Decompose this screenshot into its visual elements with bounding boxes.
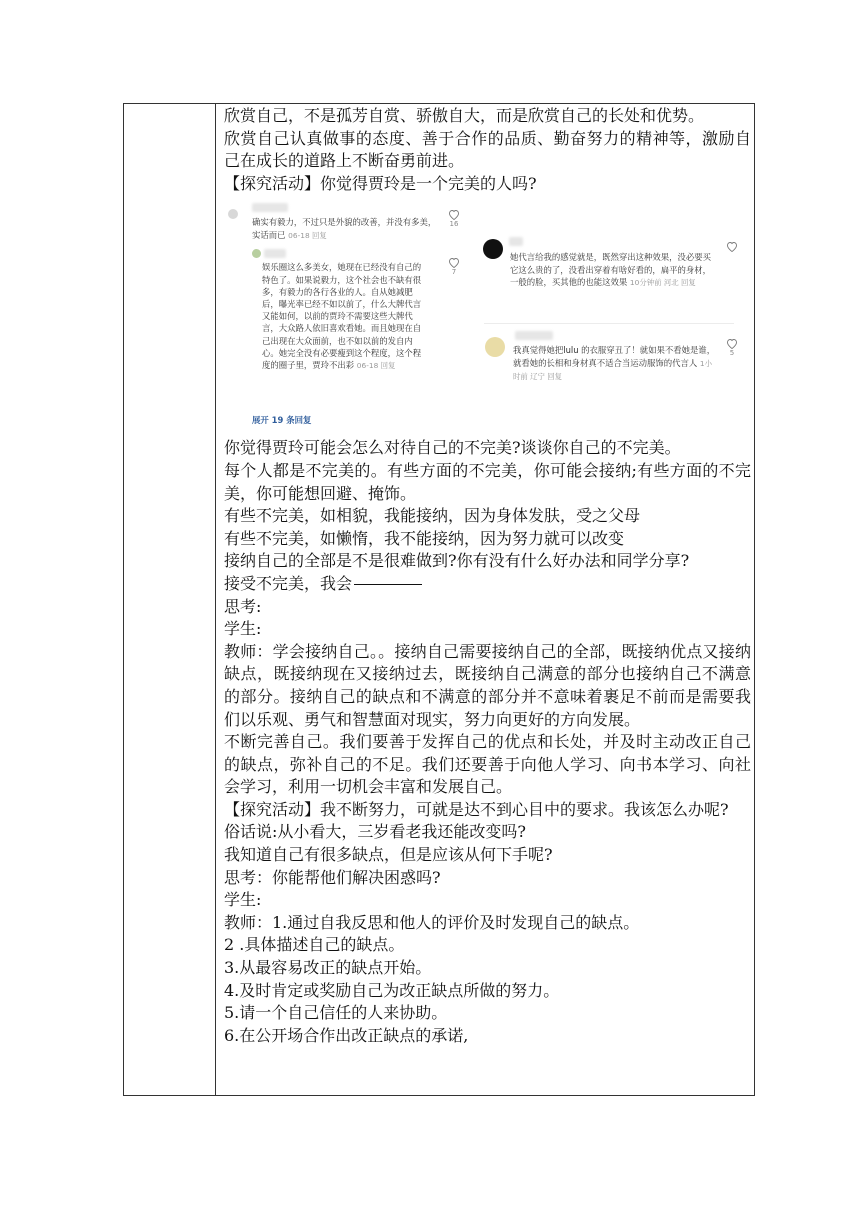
lesson-table [123,103,755,1096]
list-item-4: 4.及时肯定或奖励自己为改正缺点所做的努力。 [224,980,560,1000]
comment-divider [484,323,734,324]
username-blurred-2 [264,249,286,258]
expand-replies-link[interactable]: 展开 19 条回复 [252,415,312,426]
paragraph-4-text: 接受不完美，我会 [224,573,353,593]
comment-2-text: 娱乐圈这么多美女，她现在已经没有自己的特色了。如果说毅力，这个社会也不缺有很多，有毅力的各行各业的人。自从她减肥后，曝光率已经不如以前了，什么大牌代言又能如何，以前的贾玲不需要这些大牌代言，大众路人依旧喜欢看她。而且她现在自己出现在大众面前，也不如以前的发自内心。她完全没有必要瘦到这个程度，这个程度的圈子里，贾玲不出彩 [262,262,422,370]
paragraph-4 [224,573,751,596]
think-label-2: 思考：你能帮他们解决困惑吗? [224,867,441,887]
question-1: 你觉得贾玲可能会怎么对待自己的不完美?谈谈你自己的不完美。 [224,438,681,458]
activity-heading-1: 【探究活动】你觉得贾玲是一个完美的人吗? [224,173,537,193]
table-content-cell [224,105,751,1047]
teacher-paragraph-1: 教师：学会接纳自己。。接纳自己需要接纳自己的全部，既接纳优点又接纳缺点，既接纳现在又接纳过去，既接纳自己满意的部分也接纳自己不满意的部分。接纳自己的缺点和不满意的部分并不意味着裹足不前而是需要我们以乐观、勇气和智慧面对现实，努力向更好的方向发展。 [224,641,751,729]
heart-icon [448,209,460,220]
list-item-2: 2 .具体描述自己的缺点。 [224,935,405,955]
username-blurred-4 [515,331,553,340]
comment-1-text: 确实有毅力，不过只是外貌的改善，并没有多美，实话而已 [252,217,437,240]
paragraph-7: 我知道自己有很多缺点，但是应该从何下手呢? [224,845,553,865]
comment-2-like[interactable] [447,257,461,276]
comment-1 [252,216,442,241]
list-item-5: 5.请一个自己信任的人来协助。 [224,1003,448,1023]
paragraph-3: 有些不完美，如懒惰，我不能接纳，因为努力就可以改变 [224,528,625,548]
activity-heading-2: 【探究活动】我不断努力，可就是达不到心目中的要求。我该怎么办呢? [224,799,729,819]
think-label-1: 思考: [224,596,262,616]
avatar-1 [228,209,238,219]
intro-line-2: 欣赏自己认真做事的态度、善于合作的品质、勤奋努力的精神等，激励自己在成长的道路上不断奋勇前进。 [224,128,751,171]
comments-screenshot [224,201,751,433]
paragraph-2: 有些不完美，如相貌，我能接纳，因为身体发肤，受之父母 [224,506,641,526]
username-blurred-1 [252,203,288,212]
paragraph-1: 每个人都是不完美的。有些方面的不完美，你可能会接纳;有些方面的不完美，你可能想回避、掩饰。 [224,460,751,503]
heart-icon [726,338,738,349]
comment-3-like[interactable] [725,241,739,252]
question-2: 接纳自己的全部是不是很难做到?你有没有什么好办法和同学分享? [224,551,690,571]
paragraph-6: 俗话说:从小看大，三岁看老我还能改变吗? [224,822,526,842]
comment-2 [262,261,427,372]
comment-3-meta[interactable]: 10分钟前 河北 回复 [629,277,696,287]
comment-4-meta[interactable]: 1小时前 辽宁 回复 [513,358,713,381]
comment-4 [513,344,718,383]
avatar-3 [483,239,503,259]
comment-2-meta[interactable]: 06-18 回复 [356,361,396,370]
paragraph-5: 不断完善自己。我们要善于发挥自己的优点和长处，并及时主动改正自己的缺点，弥补自己的不足。我们还要善于向他人学习、向书本学习、向社会学习，利用一切机会丰富和发展自己。 [224,732,751,797]
comment-2-like-count: 7 [451,268,457,277]
table-left-column [124,104,216,1095]
comment-4-like[interactable] [725,338,739,357]
intro-line-1: 欣赏自己，不是孤芳自赏、骄傲自大，而是欣赏自己的长处和优势。 [224,106,705,125]
heart-icon [448,257,460,268]
heart-icon [726,241,738,252]
comment-3 [510,251,715,289]
student-label-1: 学生: [224,619,262,639]
comment-1-meta[interactable]: 06-18 回复 [288,230,327,240]
avatar-2 [252,249,261,258]
comment-3-text: 她代言给我的感觉就是，既然穿出这种效果，没必要买它这么贵的了，没看出穿着有啥好看的，扁平的身材，一般的脸，买其他的也能这效果 [510,252,711,287]
comment-1-like-count: 16 [449,220,459,229]
teacher-item-1: 教师：1.通过自我反思和他人的评价及时发现自己的缺点。 [224,912,640,932]
fill-in-blank [354,584,422,585]
comment-1-like[interactable] [447,209,461,228]
comment-4-text: 我真觉得她把lulu 的衣服穿丑了！就如果不看她是谁，就看她的长相和身材真不适合当运动服饰的代言人 [513,345,716,368]
list-item-3: 3.从最容易改正的缺点开始。 [224,958,432,978]
username-blurred-3 [509,237,523,246]
list-item-6: 6.在公开场合作出改正缺点的承诺, [224,1025,469,1045]
avatar-4 [485,337,505,357]
comment-4-like-count: 5 [729,349,735,358]
student-label-2: 学生: [224,890,262,910]
